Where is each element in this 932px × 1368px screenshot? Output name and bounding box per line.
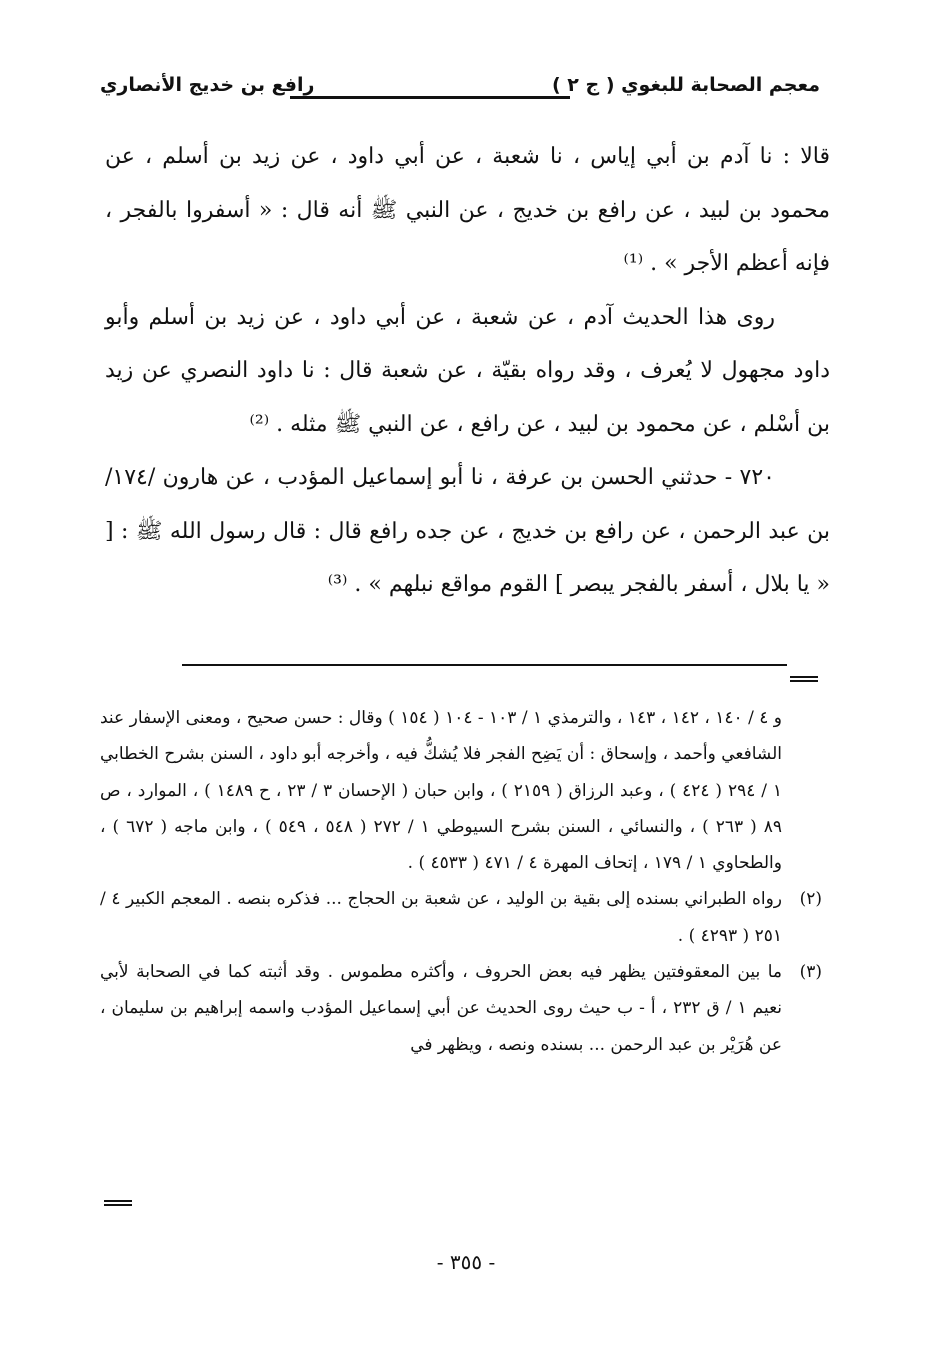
continuation-mark-bottom [104,1200,132,1208]
running-header [100,74,820,114]
header-rule [290,96,570,99]
paragraph-2: روى هذا الحديث آدم ، عن شعبة ، عن أبي داود ، عن زيد بن أسلم وأبو داود مجهول لا يُعرف ، وقد رواه بقيّة ، عن شعبة قال : نا داود النصري عن زيد بن أسْلم ، عن محمود بن لبيد ، عن رافع ، عن النبي ﷺ مثله . ⁽²⁾ [105,304,830,437]
footnote-3 [100,954,822,1063]
footnote-2-number: (٢) [799,889,822,910]
footnote-1-continued: و ٤ / ١٤٠ ، ١٤٢ ، ١٤٣ ، والترمذي ١ / ١٠٣ - ١٠٤ ( ١٥٤ ) وقال : حسن صحيح ، ومعنى الإسفار عند الشافعي وأحمد ، وإسحاق : أن يَضِح الفجر فلا يُشكُّ فيه ، وأخرجه أبو داود ، السنن بشرح الخطابي ١ / ٢٩٤ ( ٤٢٤ ) ، وعبد الرزاق ( ٢١٥٩ ) ، وابن حبان ( الإحسان ٣ / ٢٣ ، ح ١٤٨٩ ) ، الموارد ، ص ٨٩ ( ٢٦٣ ) ، والنسائي ، السنن بشرح السيوطي ١ / ٢٧٢ ( ٥٤٨ ، ٥٤٩ ) ، وابن ماجه ( ٦٧٢ ) ، والطحاوي ١ / ١٧٩ ، إتحاف المهرة ٤ / ٤٧١ ( ٤٥٣٣ ) . [100,708,783,874]
footnote-2 [100,881,822,954]
main-text [105,130,830,612]
book-title: معجم الصحابة للبغوي ( ج ٢ ) [551,74,820,96]
footnote-separator [182,664,787,666]
footnote-2-text: رواه الطبراني بسنده إلى بقية بن الوليد ، عن شعبة بن الحجاج ... فذكره بنصه . المعجم الكبير ٤ / ٢٥١ ( ٤٢٩٣ ) . [100,889,782,946]
footnotes [100,700,822,1063]
footnote-3-number: (٣) [799,962,822,983]
continuation-mark [790,676,818,684]
page-number: - ٣٥٥ - [436,1250,496,1274]
footnote-3-text: ما بين المعقوفتين يظهر فيه بعض الحروف ، وأكثره مطموس . وقد أثبته كما في الصحابة لأبي نعيم ١ / ق ٢٣٢ ، أ - ب حيث روى الحديث عن أبي إسماعيل المؤدب واسمه إبراهيم بن سليمان ، عن هُرَيْر بن عبد الرحمن ... بسنده ونصه ، ويظهر في [100,962,783,1055]
section-title: رافع بن خديج الأنصاري [100,74,315,96]
paragraph-3: ٧٢٠ - حدثني الحسن بن عرفة ، نا أبو إسماعيل المؤدب ، عن هارون /١٧٤/ بن عبد الرحمن ، عن رافع بن خديج ، عن جده رافع قال : قال رسول الله ﷺ : [ « يا بلال ، أسفر بالفجر يبصر ] القوم مواقع نبلهم » . ⁽³⁾ [105,465,830,597]
paragraph-1: قالا : نا آدم بن أبي إياس ، نا شعبة ، عن أبي داود ، عن زيد بن أسلم ، عن محمود بن لبيد ، عن رافع بن خديج ، عن النبي ﷺ أنه قال : « أسفروا بالفجر ، فإنه أعظم الأجر » . ⁽¹⁾ [105,144,830,276]
